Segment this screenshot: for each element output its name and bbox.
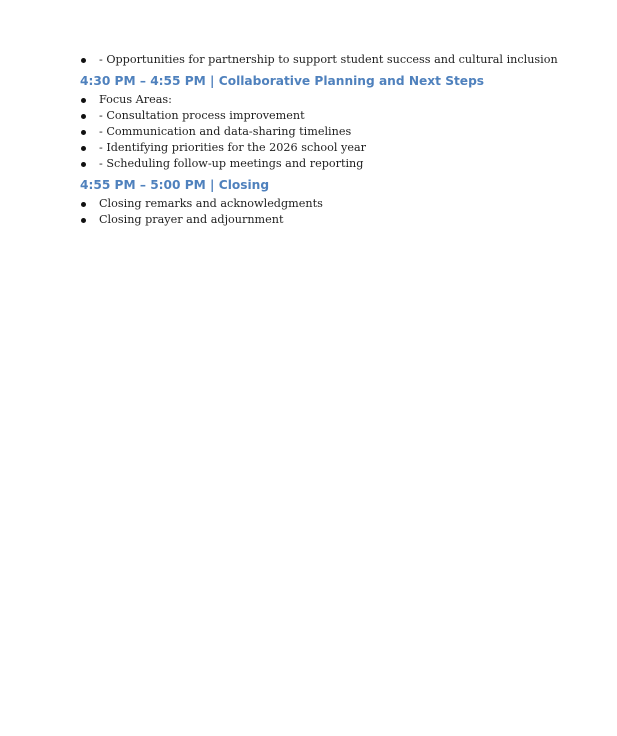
bullet-icon [81, 202, 86, 207]
section-heading-planning: 4:30 PM – 4:55 PM | Collaborative Planning and Next Steps [80, 74, 485, 88]
bullet-icon [81, 130, 86, 135]
planning-bullet-list [80, 92, 580, 172]
list-item [80, 124, 580, 140]
list-item-text: - Communication and data-sharing timelines [99, 125, 352, 138]
bullet-icon [81, 98, 86, 103]
list-item [80, 52, 580, 68]
bullet-icon [81, 114, 86, 119]
bullet-icon [81, 162, 86, 167]
agenda-content [80, 52, 580, 228]
list-item [80, 156, 580, 172]
list-item-text: Closing prayer and adjournment [99, 213, 284, 226]
bullet-icon [81, 218, 86, 223]
bullet-icon [81, 58, 86, 63]
bullet-icon [81, 146, 86, 151]
closing-bullet-list [80, 196, 580, 228]
list-item-text: Closing remarks and acknowledgments [99, 197, 323, 210]
list-item [80, 196, 580, 212]
list-item [80, 140, 580, 156]
list-item-text: Focus Areas: [99, 93, 172, 106]
list-item-text: - Consultation process improvement [99, 109, 305, 122]
list-item [80, 92, 580, 108]
list-item-text: - Scheduling follow-up meetings and reporting [99, 157, 364, 170]
list-item [80, 108, 580, 124]
list-item-text: - Opportunities for partnership to support student success and cultural inclusion [99, 53, 558, 66]
intro-bullet-list [80, 52, 580, 68]
section-heading-closing: 4:55 PM – 5:00 PM | Closing [80, 178, 270, 192]
list-item [80, 212, 580, 228]
list-item-text: - Identifying priorities for the 2026 school year [99, 141, 366, 154]
